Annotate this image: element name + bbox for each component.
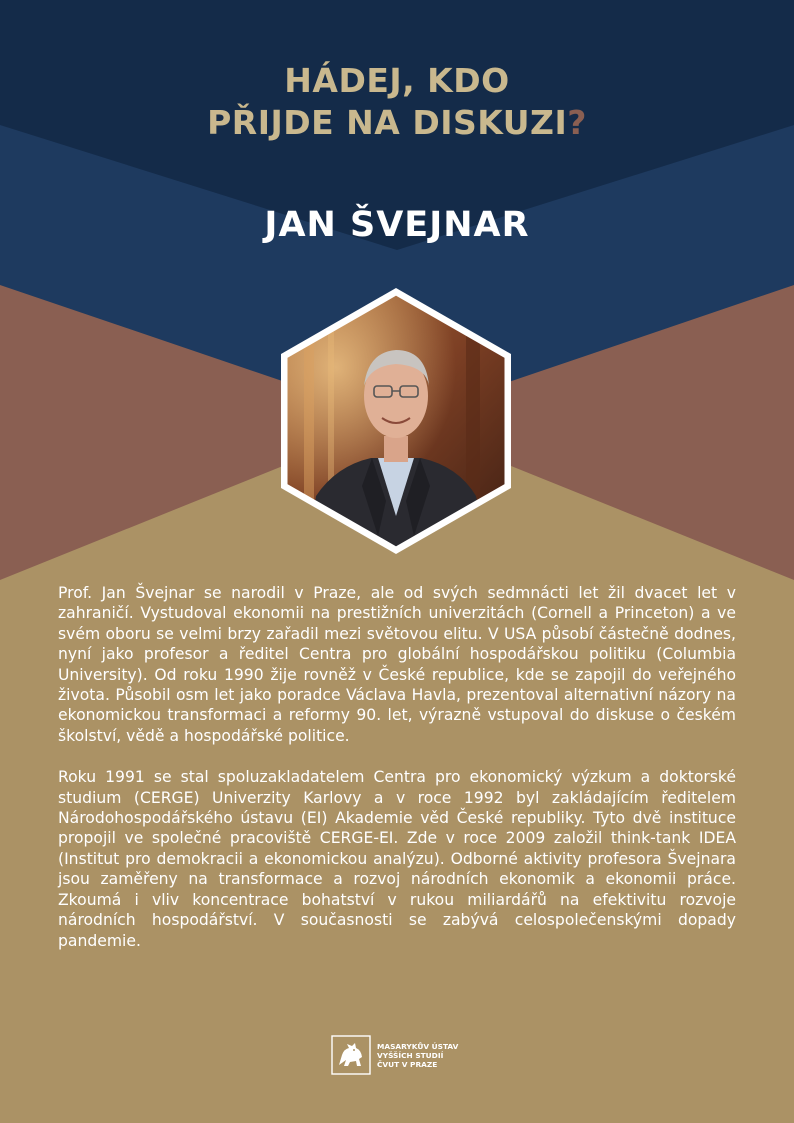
biography <box>58 583 736 972</box>
headline-line-2-text: PŘIJDE NA DISKUZI <box>207 103 568 142</box>
speaker-portrait <box>276 286 516 558</box>
lion-crest-icon <box>331 1035 371 1075</box>
headline-line-2 <box>0 102 794 144</box>
headline-line-1: HÁDEJ, KDO <box>284 61 510 100</box>
logo-line-3: ČVUT V PRAZE <box>377 1059 438 1069</box>
headline-question-mark: ? <box>567 103 587 142</box>
headline <box>0 60 794 144</box>
logo-line-2: VYŠŠÍCH STUDIÍ <box>377 1050 444 1060</box>
logo-wordmark <box>377 1042 458 1069</box>
logo-line-1: MASARYKŮV ÚSTAV <box>377 1041 459 1051</box>
bio-paragraph-1: Prof. Jan Švejnar se narodil v Praze, ale od svých sedmnácti let žil dvacet let v zahraničí. Vystudoval ekonomii na prestižních univerzitách (Cornell a Princeton) a ve svém oboru se velmi brzy zařadil mezi světovou elitu. V USA působí částečně dodnes, nyní jako profesor a ředitel Centra pro globální hospodářskou politiku (Columbia University). Od roku 1990 žije rovněž v České republice, kde se zapojil do veřejného života. Působil osm let jako poradce Václava Havla, prezentoval alternativní názory na ekonomickou transformaci a reformy 90. let, výrazně vstupoval do diskuse o českém školství, vědě a hospodářské politice. <box>58 584 736 745</box>
speaker-name: JAN ŠVEJNAR <box>264 205 530 245</box>
institution-logo <box>331 1035 458 1075</box>
bio-paragraph-2: Roku 1991 se stal spoluzakladatelem Centra pro ekonomický výzkum a doktorské studium (CERGE) Univerzity Karlovy a v roce 1992 byl zakládajícím ředitelem Národohospodářského ústavu (EI) Akademie věd České republiky. Tyto dvě instituce propojil ve společné pracoviště CERGE-EI. Zde v roce 2009 založil think-tank IDEA (Institut pro demokracii a ekonomickou analýzu). Odborné aktivity profesora Švejnara jsou zaměřeny na transformace a rozvoj národních ekonomik a ekonomii práce. Zkoumá i vliv koncentrace bohatství v rukou miliardářů na efektivitu rozvoje národních hospodářství. V současnosti se zabývá celospolečenskými dopady pandemie. <box>58 768 736 950</box>
person-portrait-icon <box>276 286 516 558</box>
